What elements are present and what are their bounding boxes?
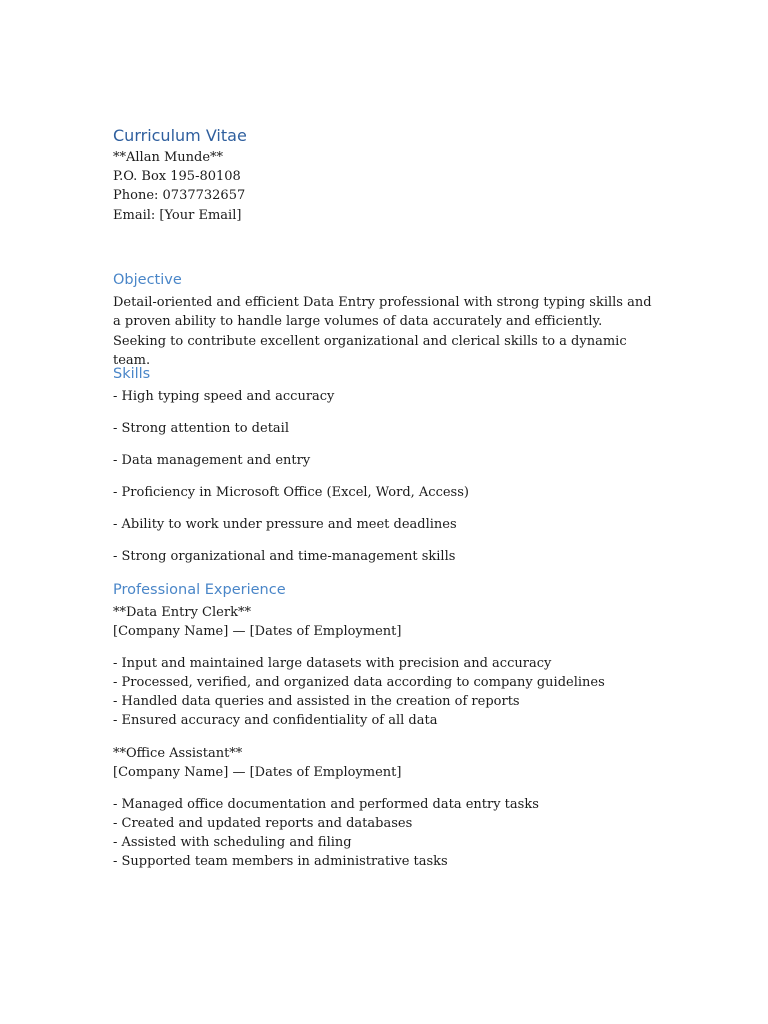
job-duty: - Processed, verified, and organized data according to company guidelines bbox=[113, 675, 605, 690]
document-title: Curriculum Vitae bbox=[113, 126, 247, 145]
contact-address: P.O. Box 195-80108 bbox=[113, 169, 241, 184]
contact-email: Email: [Your Email] bbox=[113, 208, 242, 223]
experience-heading: Professional Experience bbox=[113, 582, 286, 598]
job-duty: - Assisted with scheduling and filing bbox=[113, 835, 352, 850]
skill-item: - Strong organizational and time-management skills bbox=[113, 549, 456, 564]
skill-item: - Strong attention to detail bbox=[113, 421, 289, 436]
skill-item: - Ability to work under pressure and meet deadlines bbox=[113, 517, 457, 532]
job-duty: - Supported team members in administrative tasks bbox=[113, 854, 448, 869]
contact-phone: Phone: 0737732657 bbox=[113, 188, 246, 203]
objective-text: Detail-oriented and efficient Data Entry professional with strong typing skills and a proven ability to handle large volumes of data accurately and efficiently. Seeking to contribute excellent organizational and clerical skills to a dynamic team. bbox=[113, 295, 652, 368]
skill-item: - Data management and entry bbox=[113, 453, 311, 468]
objective-heading: Objective bbox=[113, 272, 182, 288]
job-duty: - Created and updated reports and databases bbox=[113, 816, 413, 831]
job-company: [Company Name] — [Dates of Employment] bbox=[113, 624, 402, 639]
contact-name: **Allan Munde** bbox=[113, 150, 224, 165]
job-title: **Data Entry Clerk** bbox=[113, 605, 251, 620]
skill-item: - High typing speed and accuracy bbox=[113, 389, 335, 404]
job-duty: - Ensured accuracy and confidentiality of all data bbox=[113, 713, 438, 728]
job-duty: - Input and maintained large datasets with precision and accuracy bbox=[113, 656, 552, 671]
job-company: [Company Name] — [Dates of Employment] bbox=[113, 765, 402, 780]
job-duty: - Handled data queries and assisted in the creation of reports bbox=[113, 694, 520, 709]
job-title: **Office Assistant** bbox=[113, 746, 243, 761]
skill-item: - Proficiency in Microsoft Office (Excel, Word, Access) bbox=[113, 485, 469, 500]
skills-heading: Skills bbox=[113, 366, 151, 382]
job-duty: - Managed office documentation and performed data entry tasks bbox=[113, 797, 539, 812]
